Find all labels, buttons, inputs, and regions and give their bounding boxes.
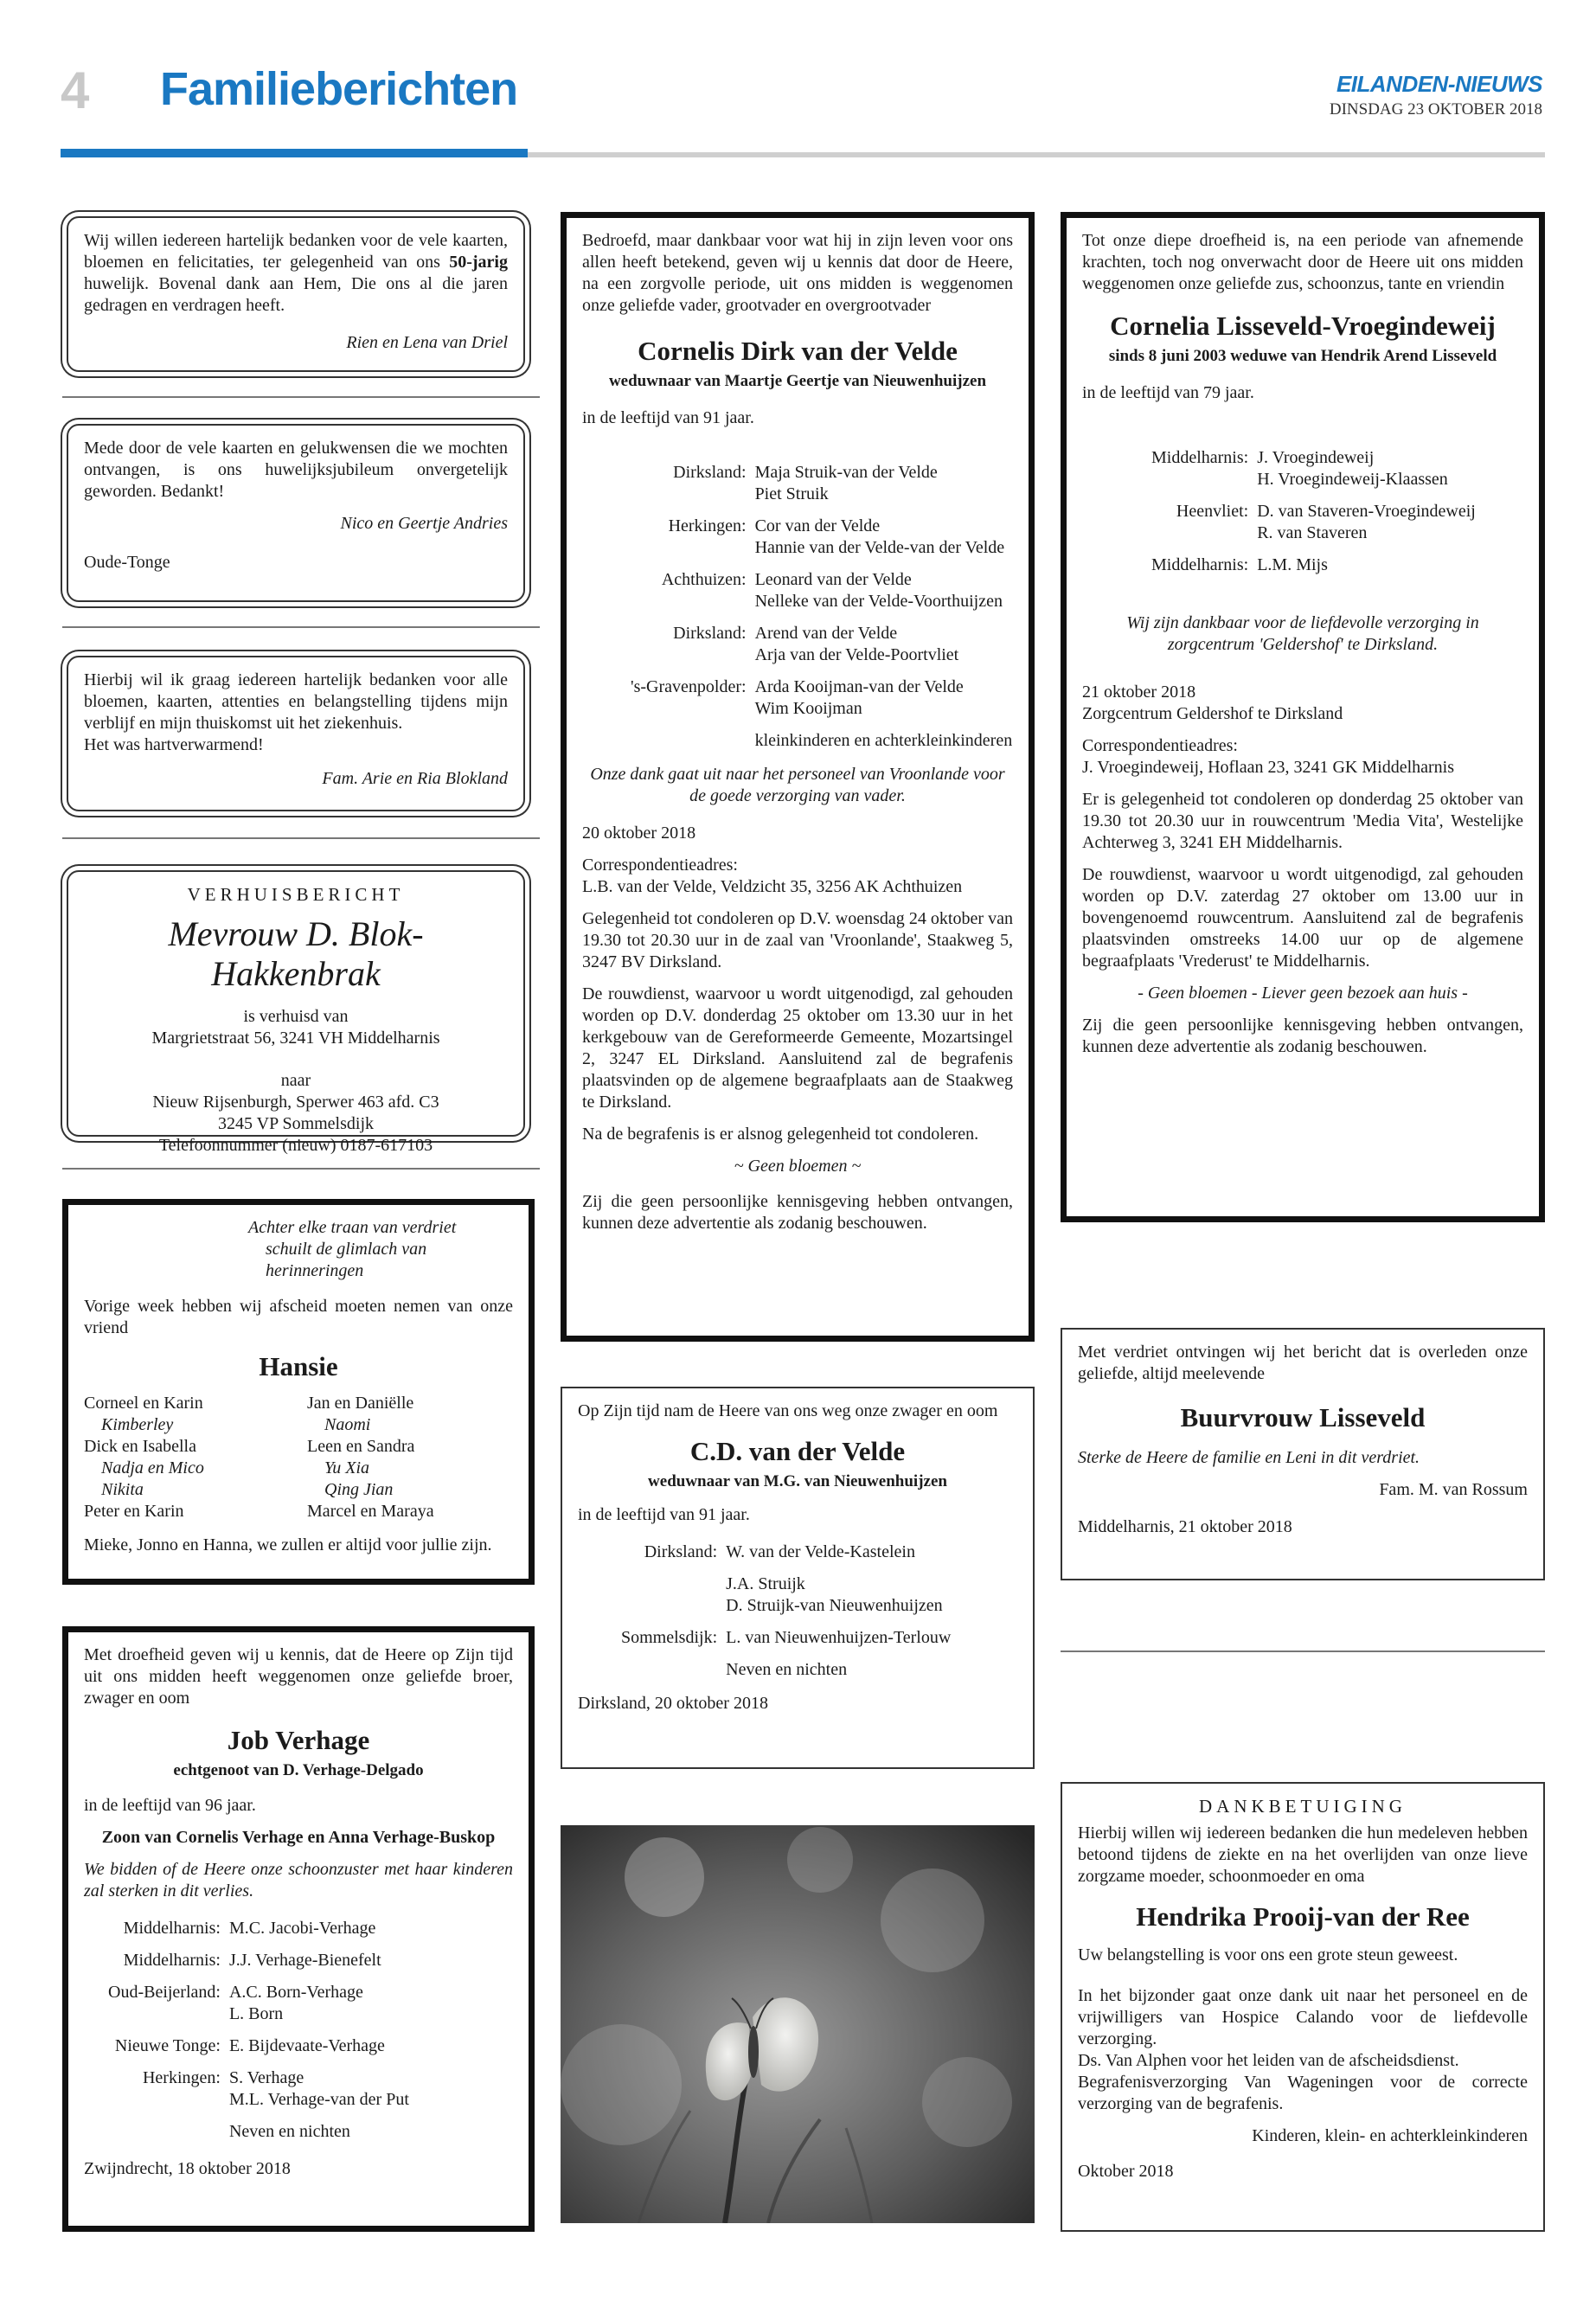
relative-name: H. Vroegindeweij-Klaassen [1257, 470, 1448, 489]
relative-name: L. van Nieuwenhuijzen-Terlouw [726, 1628, 952, 1647]
relative-place: Dirksland: [673, 463, 747, 482]
relative-names [1257, 447, 1523, 490]
prayer-line: We bidden of de Heere onze schoonzuster met haar kinderen zal sterken in dit verlies. [84, 1860, 513, 1900]
notice-line: 3245 VP Sommelsdijk [217, 1114, 375, 1133]
relative-place: Nieuwe Tonge: [114, 2036, 221, 2055]
friends-right [307, 1393, 513, 1522]
age-line: in de leeftijd van 79 jaar. [1082, 383, 1254, 402]
relative-place [631, 730, 747, 752]
friend-child: Nikita [101, 1480, 144, 1499]
card-text: Hierbij wil ik graag iedereen hartelijk bedanken voor alle bloemen, kaarten, attenties en belangstelling tijdens mijn verblijf en mijn thuiskomst uit het ziekenhuis. [84, 670, 508, 733]
relative-name: R. van Staveren [1257, 523, 1368, 542]
acknowledgement-text: Ds. Van Alphen voor het leiden van de afscheidsdienst. [1078, 2051, 1459, 2070]
moving-notice [67, 870, 525, 1155]
relatives-list [578, 1541, 1017, 1681]
card-text: Mede door de vele kaarten en gelukwensen die we mochten ontvangen, is ons huwelijksjubileum onvergetelijk geworden. Bedankt! [84, 439, 508, 501]
relative-place: Heenvliet: [1176, 502, 1249, 521]
relative-place: Oud-Beijerland: [108, 1983, 221, 2002]
quote-line: schuilt de glimlach van herinneringen [266, 1240, 427, 1280]
obituary-date: 20 oktober 2018 [582, 824, 696, 843]
relative-name: J.A. Struijk [726, 1574, 805, 1593]
service-text: De rouwdienst, waarvoor u wordt uitgenodigd, zal gehouden worden op D.V. zaterdag 27 oktober om 13.00 uur in bovengenoemd rouwcentrum. Aansluitend zal de begrafenis plaatsvinden omstreeks 14.00 uur op de algemene begraafplaats 'Vrederust' te Middelharnis. [1082, 865, 1523, 971]
relative-name: M.L. Verhage-van der Put [228, 2090, 409, 2109]
memorial-name: Hansie [259, 1351, 338, 1381]
friends-list [84, 1393, 513, 1522]
relative-place: Achthuizen: [661, 570, 747, 589]
friend-child: Kimberley [101, 1415, 174, 1434]
memorial-wish: Sterke de Heere de familie en Leni in dit verdriet. [1078, 1448, 1420, 1467]
section-title: Familieberichten [160, 63, 518, 115]
relative-place: Dirksland: [673, 624, 747, 643]
thanks-card-andries [67, 424, 525, 602]
header-rule [528, 152, 1545, 157]
relative-place: Middelharnis: [1151, 448, 1249, 467]
deceased-name: C.D. van der Velde [689, 1436, 906, 1466]
spouse-line: sinds 8 juni 2003 weduwe van Hendrik Arend Lisseveld [1108, 347, 1497, 365]
memorial-intro: Met verdriet ontvingen wij het bericht dat is overleden onze geliefde, altijd meelevende [1078, 1343, 1528, 1383]
notice-line: Telefoonnummer (nieuw) 0187-617103 [158, 1136, 433, 1155]
thanks-line: Onze dank gaat uit naar het personeel van Vroonlande voor de goede verzorging van vader. [590, 765, 1005, 805]
quote-line: Achter elke traan van verdriet [248, 1218, 457, 1237]
notice-line: naar [280, 1071, 311, 1090]
age-line: in de leeftijd van 91 jaar. [578, 1505, 750, 1524]
relative-name: Nelleke van der Velde-Voorthuijzen [754, 592, 1003, 611]
memorial-hansie [62, 1199, 535, 1585]
acknowledgement-footer: Oktober 2018 [1078, 2162, 1174, 2181]
card-signature: Nico en Geertje Andries [340, 514, 508, 533]
relative-names [755, 676, 1013, 720]
relative-name: Arend van der Velde [754, 624, 898, 643]
memorial-name: Buurvrouw Lisseveld [1180, 1402, 1426, 1433]
friends-left [84, 1393, 290, 1522]
thanks-card-van-driel [67, 216, 525, 372]
relative-name: E. Bijdevaate-Verhage [228, 2036, 385, 2055]
flowers-line: - Geen bloemen - Liever geen bezoek aan huis - [1138, 984, 1468, 1003]
acknowledgement-text: Uw belangstelling is voor ons een grote steun geweest. [1078, 1945, 1458, 1965]
friend-name: Peter en Karin [84, 1502, 184, 1521]
card-text: huwelijk. Bovenal dank aan Hem, Die ons al die jaren gedragen en verdragen heeft. [84, 274, 508, 315]
relative-name: Cor van der Velde [754, 516, 881, 535]
obituary-date: 21 oktober 2018 [1082, 683, 1196, 702]
obituary-cornelia-lisseveld [1061, 212, 1545, 1222]
obituary-footer: Zwijndrecht, 18 oktober 2018 [84, 2159, 291, 2178]
relative-place: Herkingen: [142, 2068, 221, 2087]
relative-place [108, 2121, 221, 2143]
notice-text: Zij die geen persoonlijke kennisgeving hebben ontvangen, kunnen deze advertentie als zodanig beschouwen. [582, 1192, 1013, 1233]
relative-names [229, 1982, 513, 2025]
acknowledgement-heading: DANKBETUIGING [1199, 1796, 1407, 1817]
relative-names [726, 1574, 1017, 1617]
correspondence-address: J. Vroegindeweij, Hoflaan 23, 3241 GK Middelharnis [1082, 758, 1455, 777]
relatives-list [84, 1918, 513, 2143]
obituary-job-verhage [62, 1626, 535, 2232]
relative-name: M.C. Jacobi-Verhage [228, 1919, 376, 1938]
obituary-footer: Dirksland, 20 oktober 2018 [578, 1694, 768, 1713]
friend-name: Leen en Sandra [307, 1437, 415, 1456]
memorial-footer: Middelharnis, 21 oktober 2018 [1078, 1517, 1292, 1536]
condolence-text: Gelegenheid tot condoleren op D.V. woensdag 24 oktober van 19.30 tot 20.30 uur in de zaal van 'Vroonlande', Staakweg 5, 3247 BV Dirksland. [582, 909, 1013, 971]
card-place: Oude-Tonge [84, 553, 170, 572]
acknowledgement-intro: Hierbij willen wij iedereen bedanken die hun medeleven hebben betoond tijdens de ziekte en na het overlijden van onze lieve zorgzame moeder, schoonmoeder en oma [1078, 1823, 1528, 1886]
friend-child: Naomi [324, 1415, 371, 1434]
relative-place: Sommelsdijk: [621, 1628, 718, 1647]
relative-name: Arda Kooijman-van der Velde [754, 677, 964, 696]
relative-names [755, 623, 1013, 666]
deceased-name: Hendrika Prooij-van der Ree [1136, 1901, 1470, 1932]
memorial-intro: Vorige week hebben wij afscheid moeten nemen van onze vriend [84, 1297, 513, 1337]
relative-names [755, 462, 1013, 505]
after-text: Na de begrafenis is er alsnog gelegenheid tot condoleren. [582, 1125, 979, 1144]
friend-name: Marcel en Maraya [307, 1502, 434, 1521]
relative-name: Piet Struik [754, 484, 829, 503]
relative-name: J. Vroegindeweij [1257, 448, 1375, 467]
relative-place: Middelharnis: [123, 1919, 221, 1938]
relative-name: S. Verhage [228, 2068, 304, 2087]
relative-name: Wim Kooijman [754, 699, 862, 718]
thanks-card-blokland [67, 656, 525, 811]
divider [62, 1168, 540, 1170]
correspondence-label: Correspondentieadres: [582, 856, 738, 875]
card-signature: Fam. Arie en Ria Blokland [322, 769, 508, 788]
butterfly-photo [561, 1825, 1035, 2223]
relative-place [621, 1659, 717, 1681]
relative-names [229, 2067, 513, 2111]
correspondence-label: Correspondentieadres: [1082, 736, 1238, 755]
relative-name: Hannie van der Velde-van der Velde [754, 538, 1005, 557]
notice-line: Nieuw Rijsenburgh, Sperwer 463 afd. C3 [152, 1093, 439, 1112]
page-number: 4 [61, 61, 90, 119]
friend-child: Qing Jian [324, 1480, 394, 1499]
relative-place: Herkingen: [668, 516, 747, 535]
relatives-list [1082, 447, 1523, 576]
butterfly-photo-art [561, 1825, 1035, 2223]
relative-place [621, 1574, 717, 1617]
notice-name: Mevrouw D. Blok-Hakkenbrak [168, 914, 424, 993]
condolence-text: Er is gelegenheid tot condoleren op donderdag 25 oktober van 19.30 tot 20.30 uur in rouwcentrum 'Media Vita', Westelijke Achterweg 3, 3241 EH Middelharnis. [1082, 790, 1523, 852]
notice-line: Margrietstraat 56, 3241 VH Middelharnis [151, 1029, 440, 1048]
relative-name: D. Struijk-van Nieuwenhuijzen [726, 1596, 943, 1615]
obituary-intro: Tot onze diepe droefheid is, na een periode van afnemende krachten, toch nog onverwacht door de Heere uit ons midden weggenomen onze geliefde zus, schoonzus, tante en vriendin [1082, 231, 1523, 293]
friend-child: Yu Xia [324, 1458, 370, 1477]
header-accent-rule [61, 149, 528, 157]
relative-name: D. van Staveren-Vroegindeweij [1257, 502, 1476, 521]
newspaper-logo: EILANDEN-NIEUWS [1336, 71, 1542, 97]
relative-name: Neven en nichten [228, 2122, 350, 2141]
memorial-signature: Fam. M. van Rossum [1379, 1480, 1528, 1499]
relative-name: kleinkinderen en achterkleinkinderen [754, 731, 1013, 750]
relative-name: J.J. Verhage-Bienefelt [228, 1951, 381, 1970]
relative-name: Leonard van der Velde [754, 570, 912, 589]
obituary-location: Zorgcentrum Geldershof te Dirksland [1082, 704, 1343, 723]
friend-child: Nadja en Mico [101, 1458, 204, 1477]
spouse-line: weduwnaar van M.G. van Nieuwenhuijzen [648, 1472, 947, 1490]
relative-name: Maja Struik-van der Velde [754, 463, 938, 482]
age-line: in de leeftijd van 91 jaar. [582, 408, 754, 427]
acknowledgement-prooij [1061, 1782, 1545, 2232]
flowers-line: ~ Geen bloemen ~ [734, 1157, 862, 1176]
spouse-line: echtgenoot van D. Verhage-Delgado [173, 1761, 424, 1779]
relative-place: Dirksland: [644, 1542, 718, 1561]
obituary-intro: Met droefheid geven wij u kennis, dat de Heere op Zijn tijd uit ons midden heeft weggenomen onze geliefde broer, zwager en oom [84, 1645, 513, 1708]
divider [62, 626, 540, 628]
spouse-line: weduwnaar van Maartje Geertje van Nieuwenhuijzen [608, 372, 987, 390]
relative-name: A.C. Born-Verhage [228, 1983, 363, 2002]
relative-place: Middelharnis: [123, 1951, 221, 1970]
card-text-bold: 50-jarig [449, 253, 508, 272]
relative-name: W. van der Velde-Kastelein [726, 1542, 915, 1561]
friend-name: Jan en Daniëlle [307, 1394, 414, 1413]
notice-heading: VERHUISBERICHT [187, 884, 405, 905]
correspondence-address: L.B. van der Velde, Veldzicht 35, 3256 AK Achthuizen [582, 877, 963, 896]
relative-name: Neven en nichten [726, 1660, 848, 1679]
relative-name: L.M. Mijs [1257, 555, 1328, 574]
issue-date: DINSDAG 23 OKTOBER 2018 [1329, 100, 1542, 119]
divider [1061, 1650, 1545, 1652]
relative-names [755, 569, 1013, 612]
friend-name: Corneel en Karin [84, 1394, 203, 1413]
relative-names [755, 516, 1013, 559]
thanks-line: Wij zijn dankbaar voor de liefdevolle verzorging in zorgcentrum 'Geldershof' te Dirksland. [1126, 613, 1479, 654]
relative-name: Arja van der Velde-Poortvliet [754, 645, 959, 664]
memorial-closing: Mieke, Jonno en Hanna, we zullen er altijd voor jullie zijn. [84, 1535, 492, 1554]
obituary-cd-van-der-velde [561, 1387, 1035, 1769]
service-text: De rouwdienst, waarvoor u wordt uitgenodigd, zal gehouden worden op D.V. donderdag 25 oktober om 13.30 uur in het kerkgebouw van de Gereformeerde Gemeente, Mozartsingel 2, 3247 EL Dirksland. Aansluitend zal de begrafenis plaatsvinden op de algemene begraafplaats aan de Staakweg te Dirksland. [582, 984, 1013, 1112]
notice-text: Zij die geen persoonlijke kennisgeving hebben ontvangen, kunnen deze advertentie als zodanig beschouwen. [1082, 1016, 1523, 1056]
relative-place: Middelharnis: [1151, 555, 1249, 574]
acknowledgement-text: Begrafenisverzorging Van Wageningen voor de correcte verzorging van de begrafenis. [1078, 2073, 1528, 2113]
obituary-intro: Bedroefd, maar dankbaar voor wat hij in zijn leven voor ons allen heeft betekend, geven wij u kennis dat door de Heere, na een zorgvolle periode, uit ons midden is weggenomen onze geliefde vader, grootvader en overgrootvader [582, 231, 1013, 315]
relative-place: 's-Gravenpolder: [631, 677, 747, 696]
memorial-buurvrouw-lisseveld [1061, 1328, 1545, 1580]
deceased-name: Job Verhage [227, 1725, 370, 1755]
age-line: in de leeftijd van 96 jaar. [84, 1796, 256, 1815]
divider [62, 396, 540, 398]
acknowledgement-text: In het bijzonder gaat onze dank uit naar het personeel en de vrijwilligers van Hospice Calando voor de liefdevolle verzorging. [1078, 1986, 1528, 2048]
divider [62, 837, 540, 839]
card-text-2: Het was hartverwarmend! [84, 735, 264, 754]
relative-names [1257, 501, 1523, 544]
obituary-cornelis-dirk-van-der-velde [561, 212, 1035, 1342]
card-text: Wij willen iedereen hartelijk bedanken voor de vele kaarten, bloemen en felicitaties, ter gelegenheid van ons [84, 231, 508, 272]
card-signature: Rien en Lena van Driel [346, 333, 508, 352]
notice-line: is verhuisd van [243, 1007, 349, 1026]
relatives-list [582, 462, 1013, 752]
deceased-name: Cornelia Lisseveld-Vroegindeweij [1110, 311, 1496, 341]
acknowledgement-signature: Kinderen, klein- en achterkleinkinderen [1252, 2126, 1528, 2145]
relative-name: L. Born [228, 2004, 284, 2023]
parents-line: Zoon van Cornelis Verhage en Anna Verhage-Buskop [101, 1828, 496, 1847]
friend-name: Dick en Isabella [84, 1437, 196, 1456]
obituary-intro: Op Zijn tijd nam de Heere van ons weg onze zwager en oom [578, 1401, 998, 1420]
deceased-name: Cornelis Dirk van der Velde [638, 336, 958, 366]
